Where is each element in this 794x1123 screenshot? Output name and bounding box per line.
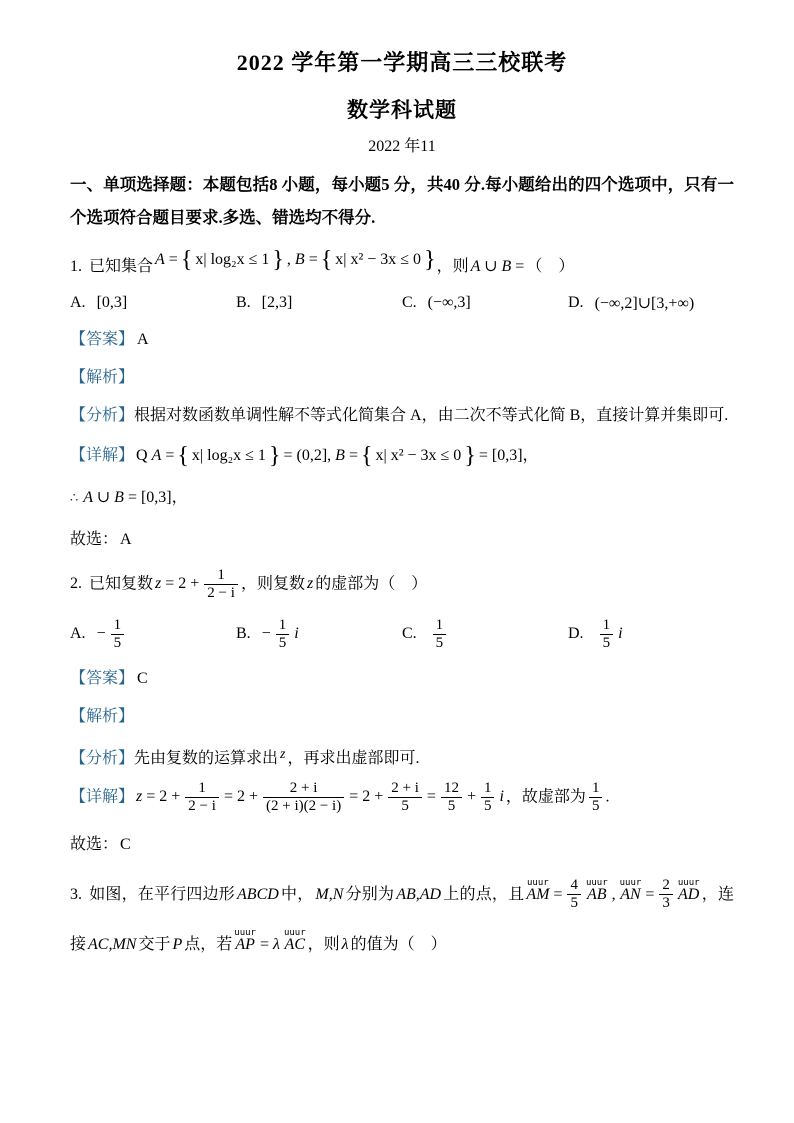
fraction-1-over-5 xyxy=(111,617,125,653)
set-A-body: x| log₂x ≤ 1 xyxy=(195,251,270,268)
var-ABCD: ABCD xyxy=(237,885,279,903)
eq-2plus: = 2 + xyxy=(349,788,384,806)
question-1-lead: 已知集合 xyxy=(89,258,154,275)
fraction-denominator: 5 xyxy=(276,634,290,652)
fraction-denominator: 5 xyxy=(433,634,447,652)
equals-sign: = xyxy=(308,251,318,268)
option-b xyxy=(236,294,402,312)
question-3-number: 3. xyxy=(70,885,82,903)
option-c-value: (−∞,3] xyxy=(427,294,471,311)
comma: , xyxy=(286,251,291,268)
equals-sign: = xyxy=(553,885,563,903)
right-brace: } xyxy=(464,443,476,469)
fraction-numerator: 2 + i xyxy=(391,780,419,796)
vector-arrow-artifact: uuur xyxy=(234,927,256,938)
vector-AP xyxy=(234,929,256,954)
vector-arrow-artifact: uuur xyxy=(527,877,549,888)
fraction-denominator: 5 xyxy=(441,797,462,815)
option-a-value: [0,3] xyxy=(96,294,128,311)
equals-sign: = xyxy=(259,935,269,953)
answer-label: 【答案】 xyxy=(70,670,135,687)
fraction-denominator: 5 xyxy=(388,797,422,815)
q3-text-3: 分别为 xyxy=(345,885,395,903)
left-brace: { xyxy=(360,443,373,469)
option-b xyxy=(236,617,402,653)
question-3 xyxy=(70,870,734,970)
option-a xyxy=(70,617,236,653)
fraction-numerator: 2 xyxy=(662,877,670,894)
choose-label: 故选： xyxy=(70,531,119,548)
question-1 xyxy=(70,244,734,283)
fraction-numerator: 1 xyxy=(483,780,492,796)
fraction-1-over-2-minus-i xyxy=(204,567,238,603)
fraction-1-over-5 xyxy=(589,780,603,816)
fraction-denominator: 2 − i xyxy=(204,584,238,602)
q1-xj-eq2: = [0,3]， xyxy=(478,447,539,464)
fraction-1-over-2-minus-i xyxy=(185,780,219,816)
q2-chosen-option: C xyxy=(120,835,131,853)
vector-AC-letters: AC xyxy=(284,935,305,953)
exam-title: 2022 学年第一学期高三三校联考 xyxy=(236,50,568,75)
option-b-value: [2,3] xyxy=(261,294,293,311)
exam-date: 2022 年11 xyxy=(368,138,436,155)
q2-choose-row xyxy=(70,832,734,858)
vector-AN-letters: AN xyxy=(620,885,641,903)
q1-conclusion-value: = [0,3]， xyxy=(127,489,188,506)
var-M-N: M,N xyxy=(315,885,344,903)
fraction-1-over-5 xyxy=(600,617,614,653)
fraction-denominator: 5 xyxy=(567,894,581,912)
fraction-2-over-3 xyxy=(659,877,673,913)
q3-text-1: 如图，在平行四边形 xyxy=(89,885,236,903)
q1-xiangjie-row xyxy=(70,439,734,473)
left-brace: { xyxy=(180,247,193,273)
question-2-number: 2. xyxy=(70,575,82,593)
var-lambda: λ xyxy=(273,935,280,953)
equals-sign: = xyxy=(515,258,525,275)
q3-text-9: 的值为（ ） xyxy=(350,935,447,953)
minus-sign: − xyxy=(96,625,106,643)
vector-AB xyxy=(586,879,608,904)
fraction-2plusi-over-product xyxy=(263,780,344,816)
option-b-label: B. xyxy=(236,294,251,311)
var-A: A xyxy=(151,447,162,464)
q1-answer-value: A xyxy=(137,331,149,348)
exam-subtitle: 数学科试题 xyxy=(347,98,457,122)
fraction-numerator: 4 xyxy=(570,877,578,894)
choose-label: 故选： xyxy=(70,835,119,853)
q2-fenxi-pre: 先由复数的运算求出 xyxy=(134,750,279,767)
comma: , xyxy=(611,885,616,903)
vector-arrow-artifact: uuur xyxy=(585,877,608,888)
right-brace: } xyxy=(268,443,281,469)
eq-2plus: = 2 + xyxy=(223,788,258,806)
question-1-number: 1. xyxy=(70,258,82,275)
q1-conclusion-row xyxy=(70,485,734,511)
q1-chosen-option: A xyxy=(120,531,132,548)
fraction-denominator: 5 xyxy=(111,634,125,652)
fraction-numerator: 1 xyxy=(591,780,600,796)
jiexi-label: 【解析】 xyxy=(70,708,135,725)
fraction-12-over-5 xyxy=(441,780,462,816)
fraction-denominator: 5 xyxy=(481,797,495,815)
option-c-label: C. xyxy=(402,294,417,311)
option-d xyxy=(568,617,734,653)
question-1-options xyxy=(70,293,734,313)
fenxi-label: 【分析】 xyxy=(70,407,135,424)
vector-AM-letters: AM xyxy=(526,885,550,903)
answer-label: 【答案】 xyxy=(70,331,135,348)
option-c xyxy=(402,294,568,312)
vector-AP-letters: AP xyxy=(235,935,255,953)
imaginary-unit: i xyxy=(294,625,299,643)
equals-sign: = xyxy=(348,447,358,464)
vector-arrow-artifact: uuur xyxy=(283,927,306,938)
equals-sign: = xyxy=(165,447,175,464)
var-z: z xyxy=(155,575,162,593)
question-2-mid: ，则复数 xyxy=(240,575,305,593)
q3-text-2: 中， xyxy=(280,885,314,903)
vector-AB-letters: AB xyxy=(587,885,607,903)
fenxi-label: 【分析】 xyxy=(70,750,135,767)
fraction-4-over-5 xyxy=(567,877,581,913)
left-brace: { xyxy=(320,247,333,273)
option-a-label: A. xyxy=(70,625,86,643)
fraction-numerator: 1 xyxy=(113,616,122,633)
fraction-numerator: 12 xyxy=(443,780,459,796)
vector-arrow-artifact: uuur xyxy=(619,877,642,888)
fraction-denominator: 5 xyxy=(600,634,614,652)
imaginary-unit: i xyxy=(618,625,623,643)
q1-choose-row xyxy=(70,527,734,553)
question-2 xyxy=(70,567,734,603)
fraction-2plusi-over-5 xyxy=(388,780,422,816)
period: . xyxy=(605,788,610,806)
q2-eq-2plus: = 2 + xyxy=(165,575,200,593)
right-brace: } xyxy=(424,247,436,273)
q1-fenxi-row xyxy=(70,403,734,429)
set-B-body: x| x² − 3x ≤ 0 xyxy=(335,251,422,268)
vector-AM xyxy=(526,879,549,904)
q2-answer-row xyxy=(70,666,734,692)
union-expression: A ∪ B xyxy=(83,489,124,506)
section-1-heading: 一、单项选择题：本题包括8 小题，每小题5 分，共40 分.每小题给出的四个选项中，只有一个选项符合题目要求.多选、错选均不得分. xyxy=(70,175,734,227)
q2-fenxi-row xyxy=(70,742,734,772)
fraction-numerator: 1 xyxy=(435,616,444,633)
vector-AD xyxy=(678,879,700,904)
option-c xyxy=(402,617,568,653)
q2-xj-conclusion-text: ，故虚部为 xyxy=(505,788,586,806)
question-2-tail: 的虚部为（ ） xyxy=(315,575,428,593)
var-B: B xyxy=(335,447,345,464)
fraction-numerator: 1 xyxy=(602,616,611,633)
vector-AC xyxy=(284,929,306,954)
var-AC-MN: AC,MN xyxy=(88,935,137,953)
q1-fenxi-text: 根据对数函数单调性解不等式化简集合 A，由二次不等式化简 B，直接计算并集即可. xyxy=(134,407,729,424)
question-1-then: ，则 xyxy=(436,258,469,275)
var-B: B xyxy=(294,251,305,268)
right-brace: } xyxy=(272,247,284,273)
fraction-1-over-5 xyxy=(276,617,290,653)
xiangjie-label: 【详解】 xyxy=(70,788,135,806)
option-a xyxy=(70,294,236,312)
fraction-denominator: (2 + i)(2 − i) xyxy=(263,797,344,815)
option-d xyxy=(568,293,734,313)
set-A-body: x| log₂x ≤ 1 xyxy=(191,447,266,464)
vector-arrow-artifact: uuur xyxy=(677,877,700,888)
xiangjie-label: 【详解】 xyxy=(70,447,135,464)
because-artifact: Q xyxy=(136,447,148,464)
q3-text-6: 交于 xyxy=(138,935,171,953)
option-d-label: D. xyxy=(568,625,584,643)
fraction-denominator: 3 xyxy=(659,894,673,912)
plus-sign: + xyxy=(466,788,476,806)
q3-text-8: ，则 xyxy=(307,935,340,953)
vector-AD-letters: AD xyxy=(678,885,700,903)
fraction-denominator: 2 − i xyxy=(185,797,219,815)
var-AB-AD: AB,AD xyxy=(396,885,442,903)
option-d-value: (−∞,2]∪[3,+∞) xyxy=(594,295,695,312)
option-b-label: B. xyxy=(236,625,251,643)
option-a-label: A. xyxy=(70,294,86,311)
q2-jiexi-row xyxy=(70,704,734,730)
equals-sign: = xyxy=(168,251,178,268)
equals-sign: = xyxy=(426,788,436,806)
var-z: z xyxy=(306,575,314,593)
fraction-numerator: 1 xyxy=(217,567,225,583)
answer-blank-parens: （ ） xyxy=(526,258,575,275)
question-2-lead: 已知复数 xyxy=(89,575,154,593)
set-B-body: x| x² − 3x ≤ 0 xyxy=(375,447,462,464)
fraction-numerator: 1 xyxy=(198,780,206,796)
therefore-symbol: ∴ xyxy=(70,490,78,505)
minus-sign: − xyxy=(261,625,271,643)
jiexi-label: 【解析】 xyxy=(70,369,135,386)
fraction-denominator: 5 xyxy=(589,797,603,815)
q3-text-5: ，连接 xyxy=(70,885,734,953)
fraction-numerator: 1 xyxy=(278,616,287,633)
option-c-label: C. xyxy=(402,625,417,643)
eq-2plus: = 2 + xyxy=(146,788,181,806)
fraction-1-over-5 xyxy=(433,617,447,653)
question-1-math xyxy=(153,244,437,276)
union-expression: A ∪ B xyxy=(470,258,512,275)
q2-fenxi-post: ，再求出虚部即可. xyxy=(287,750,420,767)
var-P: P xyxy=(172,935,183,953)
var-z: z xyxy=(136,788,143,806)
var-lambda: λ xyxy=(341,935,349,953)
q3-text-7: 点，若 xyxy=(184,935,233,953)
q1-xj-eq1: = (0,2], xyxy=(283,447,332,464)
q1-jiexi-row xyxy=(70,365,734,391)
fraction-numerator: 2 + i xyxy=(289,780,318,796)
question-2-options xyxy=(70,617,734,653)
option-d-label: D. xyxy=(568,294,584,311)
var-A: A xyxy=(155,251,165,268)
q2-xiangjie-row xyxy=(70,780,734,816)
var-z-raised: z xyxy=(280,747,286,762)
vector-AN xyxy=(620,879,642,904)
q1-answer-row xyxy=(70,327,734,353)
imaginary-unit: i xyxy=(499,788,504,806)
left-brace: { xyxy=(177,443,189,469)
q3-text-4: 上的点，且 xyxy=(443,885,525,903)
equals-sign: = xyxy=(645,885,655,903)
fraction-1-over-5 xyxy=(481,780,495,816)
q2-answer-value: C xyxy=(137,670,148,687)
